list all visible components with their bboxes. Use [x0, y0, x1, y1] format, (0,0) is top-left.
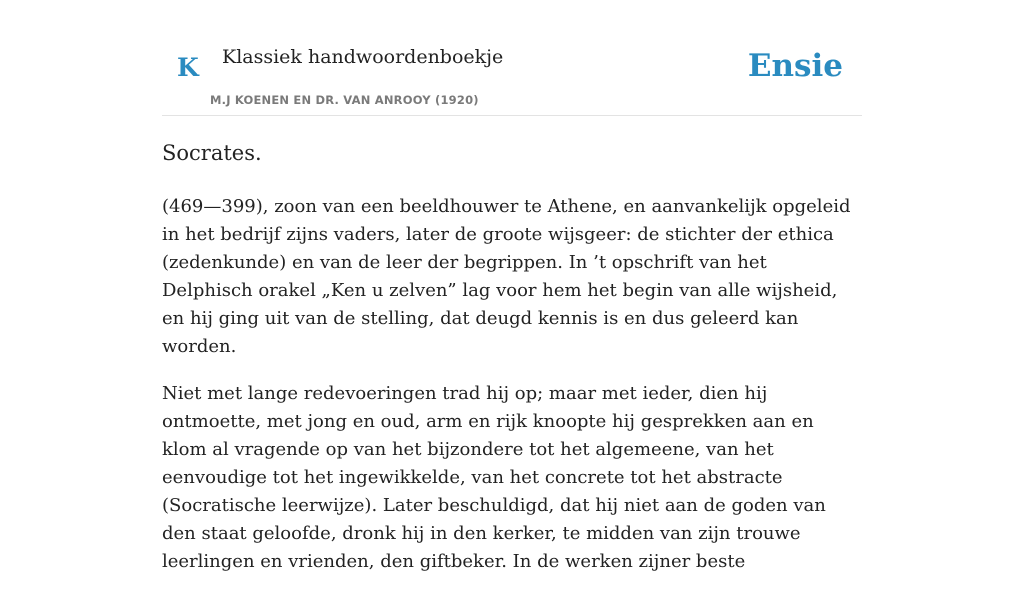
page [162, 0, 862, 572]
entry-paragraph: (469—399), zoon van een beeldhouwer te Athene, en aanvankelijk opgeleid in het bedrijf zijns vaders, later de groote wijsgeer: de stichter der ethica (zedenkunde) en van de leer der begrippen. In ’t opschrift van het Delphisch orakel „Ken u zelven” lag voor hem het begin van alle wijsheid, en hij ging uit van de stelling, dat deugd kennis is en dus geleerd kan worden. [162, 196, 851, 357]
book-logo[interactable]: K [177, 53, 199, 82]
ensie-logo[interactable]: Ensie [747, 48, 843, 84]
entry-title: Socrates. [162, 141, 262, 165]
entry-body [162, 193, 862, 595]
entry-paragraph: Niet met lange redevoeringen trad hij op; maar met ieder, dien hij ontmoette, met jong en oud, arm en rijk knoopte hij gesprekken aan en klom al vragende op van het bijzondere tot het algemeene, van het eenvoudige tot het ingewikkelde, van het concrete tot het abstracte (Socratische leerwijze). Later beschuldigd, dat hij niet aan de goden van den staat geloofde, dronk hij in den kerker, te midden van zijn trouwe leerlingen en vrienden, den giftbeker. In de werken zijner beste [162, 383, 826, 572]
book-authors: M.J KOENEN EN DR. VAN ANROOY (1920) [210, 93, 479, 107]
header [162, 0, 862, 116]
book-title-link[interactable]: Klassiek handwoordenboekje [222, 46, 504, 68]
